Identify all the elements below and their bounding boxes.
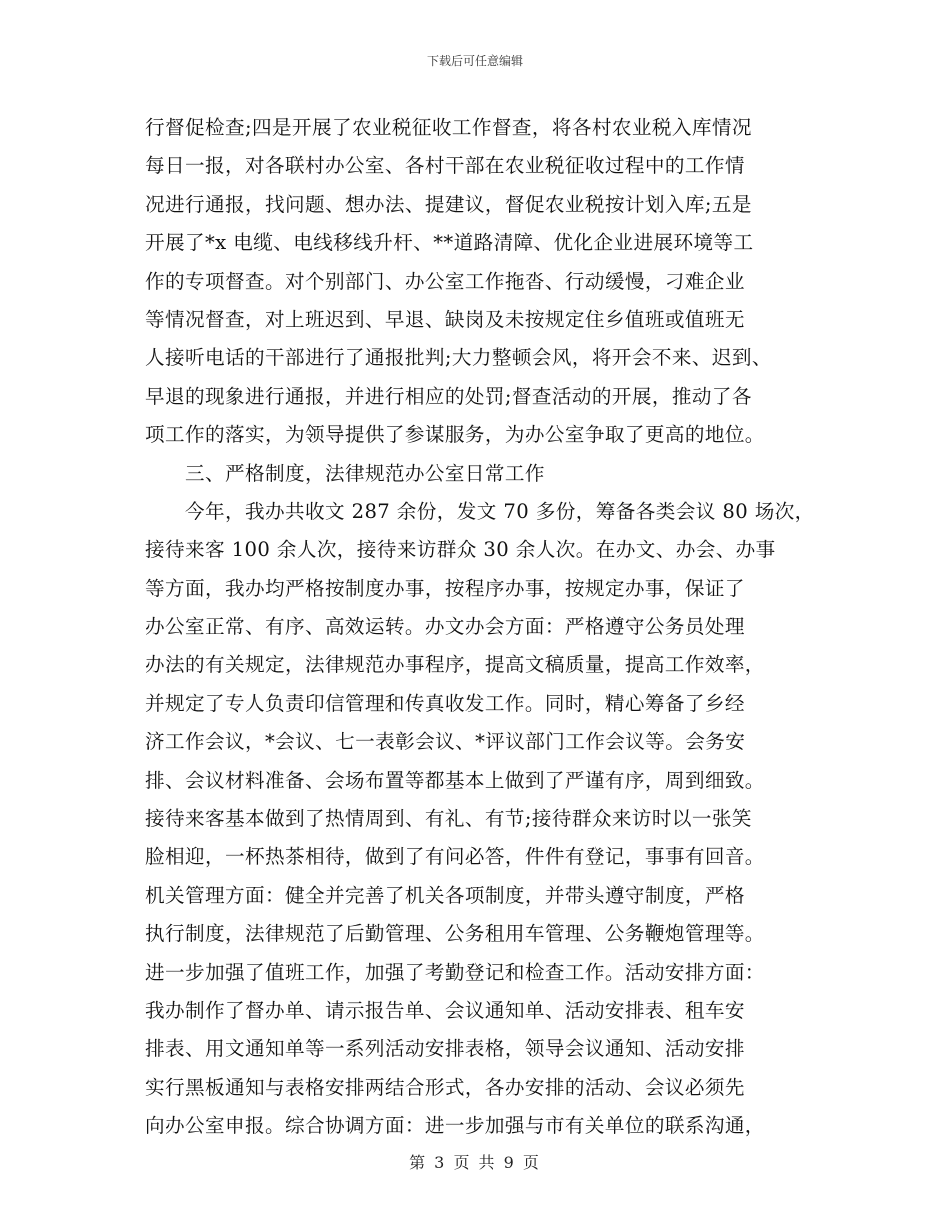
text-line: 开展了*x 电缆、电线移线升杆、**道路清障、优化企业进展环境等工 (145, 231, 754, 255)
text-line: 向办公室申报。综合协调方面：进一步加强与市有关单位的联系沟通， (145, 1114, 765, 1138)
page-header: 下载后可任意编辑 (426, 54, 523, 68)
text-line: 况进行通报，找问题、想办法、提建议，督促农业税按计划入库;五是 (145, 192, 752, 216)
text-line: 脸相迎，一杯热茶相待，做到了有问必答，件件有登记，事事有回音。 (145, 845, 765, 869)
paragraph-first-line: 今年，我办共收文 287 余份，发文 70 多份，筹备各类会议 80 场次， (185, 499, 815, 523)
text-line: 早退的现象进行通报，并进行相应的处罚;督查活动的开展，推动了各 (145, 384, 752, 408)
text-line: 接待来客 100 余人次，接待来访群众 30 余人次。在办文、办会、办事 (145, 538, 776, 562)
text-line: 办法的有关规定，法律规范办事程序，提高文稿质量，提高工作效率， (145, 653, 765, 677)
text-line: 办公室正常、有序、高效运转。办文办会方面：严格遵守公务员处理 (145, 615, 745, 639)
text-line: 机关管理方面：健全并完善了机关各项制度，并带头遵守制度，严格 (145, 883, 745, 907)
text-line: 并规定了专人负责印信管理和传真收发工作。同时，精心筹备了乡经 (145, 691, 745, 715)
text-line: 等方面，我办均严格按制度办事，按程序办事，按规定办事，保证了 (145, 576, 745, 600)
text-line: 排表、用文通知单等一系列活动安排表格，领导会议通知、活动安排 (145, 1037, 745, 1061)
document-body (145, 109, 845, 1146)
page-number-footer: 第 3 页 共 9 页 (409, 1153, 541, 1172)
text-line: 进一步加强了值班工作，加强了考勤登记和检查工作。活动安排方面： (145, 960, 765, 984)
text-line: 实行黑板通知与表格安排两结合形式，各办安排的活动、会议必须先 (145, 1075, 745, 1099)
text-line: 等情况督查，对上班迟到、早退、缺岗及未按规定住乡值班或值班无 (145, 307, 745, 331)
text-line: 人接听电话的干部进行了通报批判;大力整顿会风，将开会不来、迟到、 (145, 346, 772, 370)
text-line: 行督促检查;四是开展了农业税征收工作督查，将各村农业税入库情况 (145, 116, 752, 139)
text-line: 排、会议材料准备、会场布置等都基本上做到了严谨有序，周到细致。 (145, 768, 765, 792)
section-heading: 三、严格制度，法律规范办公室日常工作 (185, 461, 545, 485)
text-line: 每日一报，对各联村办公室、各村干部在农业税征收过程中的工作情 (145, 154, 745, 178)
text-line: 济工作会议，*会议、七一表彰会议、*评议部门工作会议等。会务安 (145, 730, 746, 754)
text-line: 执行制度，法律规范了后勤管理、公务租用车管理、公务鞭炮管理等。 (145, 922, 765, 946)
text-line: 我办制作了督办单、请示报告单、会议通知单、活动安排表、租车安 (145, 998, 745, 1022)
text-line: 接待来客基本做到了热情周到、有礼、有节;接待群众来访时以一张笑 (145, 807, 752, 831)
text-line: 项工作的落实，为领导提供了参谋服务，为办公室争取了更高的地位。 (145, 423, 765, 447)
text-line: 作的专项督查。对个别部门、办公室工作拖沓、行动缓慢，刁难企业 (145, 269, 745, 293)
